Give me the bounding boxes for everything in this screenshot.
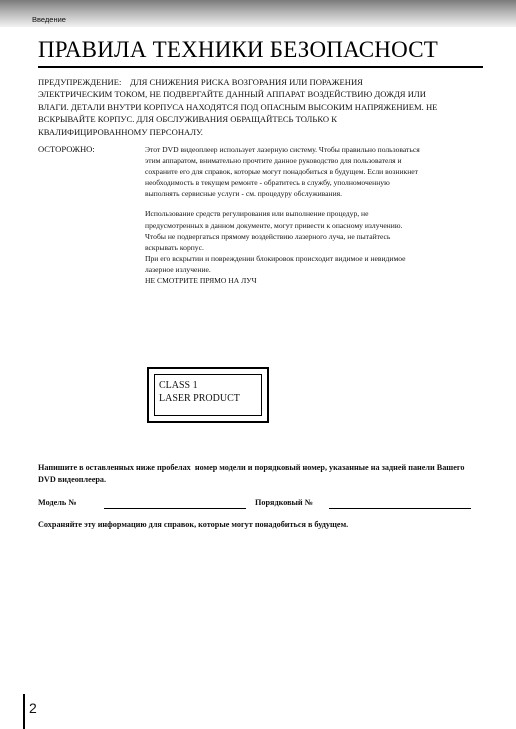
page-title: ПРАВИЛА ТЕХНИКИ БЕЗОПАСНОСТ: [38, 37, 438, 62]
caution-line: Использование средств регулирования или выполнение процедур, не: [145, 209, 369, 219]
caution-line: этим аппаратом, внимательно прочтите данное руководство для пользователя и: [145, 156, 402, 166]
caution-paragraph-laser-system: [145, 144, 490, 199]
caution-body: [145, 144, 490, 286]
record-instruction: [38, 462, 486, 486]
caution-line: Этот DVD видеоплеер использует лазерную систему. Чтобы правильно пользоваться: [145, 145, 420, 154]
warning-line: ВЛАГИ. ДЕТАЛИ ВНУТРИ КОРПУСА НАХОДЯТСЯ ПОД ОПАСНЫМ ВЫСОКИМ НАПРЯЖЕНИЕМ. НЕ: [38, 101, 438, 112]
caution-line: вскрывать корпус.: [145, 242, 204, 252]
serial-number-line: [329, 508, 471, 509]
caution-line: сохраните его для справок, которые могут понадобиться в будущем. Если возникнет: [145, 167, 418, 177]
caution-line: Чтобы не подвергаться прямому воздействию лазерного луча, не пытайтесь: [145, 231, 391, 241]
warning-line: КВАЛИФИЦИРОВАННОМУ ПЕРСОНАЛУ.: [38, 126, 203, 137]
save-note: Сохраняйте эту информацию для справок, которые могут понадобиться в будущем.: [38, 520, 349, 529]
serial-number-label: Порядковый №: [255, 498, 313, 507]
caution-line: НЕ СМОТРИТЕ ПРЯМО НА ЛУЧ: [145, 276, 257, 286]
caution-line: необходимость в текущем ремонте - обратитесь в службу, уполномоченную: [145, 178, 390, 188]
page-number-rule: [23, 694, 25, 729]
warning-line: ПРЕДУПРЕЖДЕНИЕ: ДЛЯ СНИЖЕНИЯ РИСКА ВОЗГОРАНИЯ ИЛИ ПОРАЖЕНИЯ: [38, 77, 363, 87]
caution-line: При его вскрытии и повреждении блокировок происходит видимое и невидимое: [145, 253, 406, 263]
laser-product-label: [147, 367, 269, 423]
laser-product-text: LASER PRODUCT: [159, 393, 240, 404]
record-instruction-line: DVD видеоплеера.: [38, 475, 107, 485]
warning-line: ВСКРЫВАЙТЕ КОРПУС. ДЛЯ ОБСЛУЖИВАНИЯ ОБРАЩАЙТЕСЬ ТОЛЬКО К: [38, 114, 337, 125]
model-number-line: [104, 508, 246, 509]
warning-block: [38, 76, 488, 138]
page-number: 2: [29, 700, 37, 716]
record-instruction-line: Напишите в оставленных ниже пробелах номер модели и порядковый номер, указанные на задней панели Вашего: [38, 463, 465, 472]
caution-paragraph-radiation: [145, 208, 490, 286]
caution-label: ОСТОРОЖНО:: [38, 144, 95, 154]
section-label: Введение: [32, 15, 66, 24]
caution-line: лазерное излучение.: [145, 264, 211, 274]
header-bar: [0, 0, 516, 27]
laser-class-text: CLASS 1: [159, 380, 198, 391]
caution-line: выполнять сервисные услуги - см. процедуру обслуживания.: [145, 189, 343, 199]
model-number-label: Модель №: [38, 498, 77, 507]
warning-line: ЭЛЕКТРИЧЕСКИМ ТОКОМ, НЕ ПОДВЕРГАЙТЕ ДАННЫЙ АППАРАТ ВОЗДЕЙСТВИЮ ДОЖДЯ ИЛИ: [38, 89, 426, 100]
title-underline: [38, 66, 483, 68]
caution-line: предусмотренных в данном документе, могут привести к опасному излучению.: [145, 220, 403, 230]
